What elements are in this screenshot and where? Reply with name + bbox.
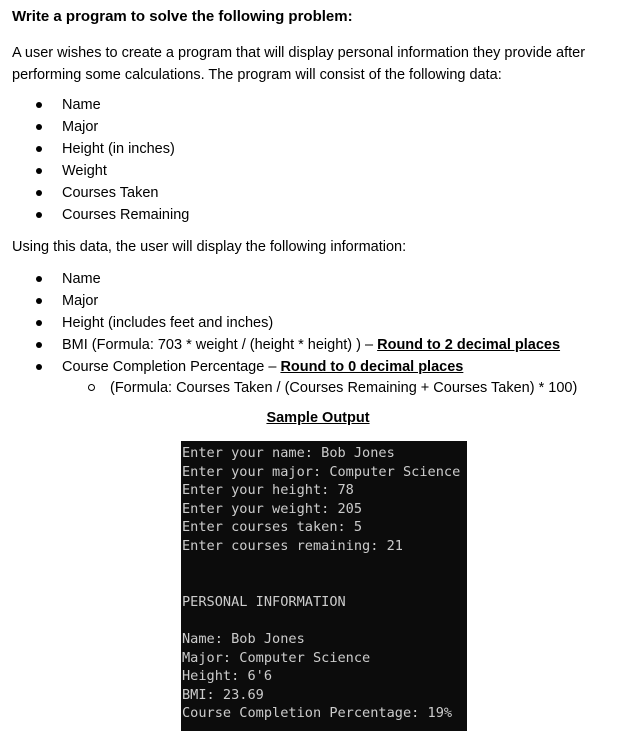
terminal-line: Enter your weight: 205 <box>182 500 363 517</box>
display-list <box>0 268 560 378</box>
terminal-line: Name: Bob Jones <box>182 631 305 647</box>
terminal-line: Enter your major: Computer Science <box>182 463 461 480</box>
rounding-note: Round to 0 decimal places <box>280 359 464 375</box>
data-list <box>0 94 189 226</box>
bullet-icon <box>36 364 42 370</box>
list-item: Courses Remaining <box>0 204 189 226</box>
display-intro-paragraph: Using this data, the user will display the following information: <box>12 239 407 255</box>
list-item: Major <box>0 290 560 312</box>
terminal-line: Major: Computer Science <box>182 649 371 666</box>
bullet-icon <box>36 168 42 174</box>
terminal-line: Enter your height: 78 <box>182 482 354 499</box>
bullet-icon <box>36 342 42 348</box>
terminal-line: Height: 6'6 <box>182 668 273 685</box>
terminal-line: BMI: 23.69 <box>182 686 264 703</box>
bullet-icon <box>36 298 42 304</box>
bullet-icon <box>36 190 42 196</box>
terminal-output <box>181 441 467 731</box>
list-item: Weight <box>0 160 189 182</box>
list-item: Courses Taken <box>0 182 189 204</box>
bullet-icon <box>36 146 42 152</box>
bullet-icon <box>36 212 42 218</box>
completion-formula: (Formula: Courses Taken / (Courses Remaining + Courses Taken) * 100) <box>110 377 577 399</box>
list-item: BMI (Formula: 703 * weight / (height * height) ) – Round to 2 decimal places <box>0 334 560 356</box>
bullet-icon <box>36 276 42 282</box>
intro-paragraph: A user wishes to create a program that will display personal information they provide after performing some calculations. The program will consist of the following data: <box>12 45 586 83</box>
sample-output-title: Sample Output <box>266 410 370 426</box>
list-item: Height (includes feet and inches) <box>0 312 560 334</box>
list-item: Major <box>0 116 189 138</box>
list-item: Name <box>0 268 560 290</box>
hollow-bullet-icon <box>88 384 95 391</box>
list-item: Name <box>0 94 189 116</box>
terminal-line: Enter courses remaining: 21 <box>182 538 403 554</box>
terminal-line: Enter courses taken: 5 <box>182 519 363 536</box>
list-item: Course Completion Percentage – Round to 0 decimal places <box>0 356 560 378</box>
bullet-icon <box>36 124 42 130</box>
bullet-icon <box>36 102 42 108</box>
rounding-note: Round to 2 decimal places <box>377 337 561 353</box>
terminal-line: Course Completion Percentage: 19% <box>182 705 453 722</box>
terminal-line: Enter your name: Bob Jones <box>182 445 395 461</box>
problem-heading: Write a program to solve the following problem: <box>12 8 353 25</box>
list-item: Height (in inches) <box>0 138 189 160</box>
terminal-line: PERSONAL INFORMATION <box>182 594 346 610</box>
bullet-icon <box>36 320 42 326</box>
